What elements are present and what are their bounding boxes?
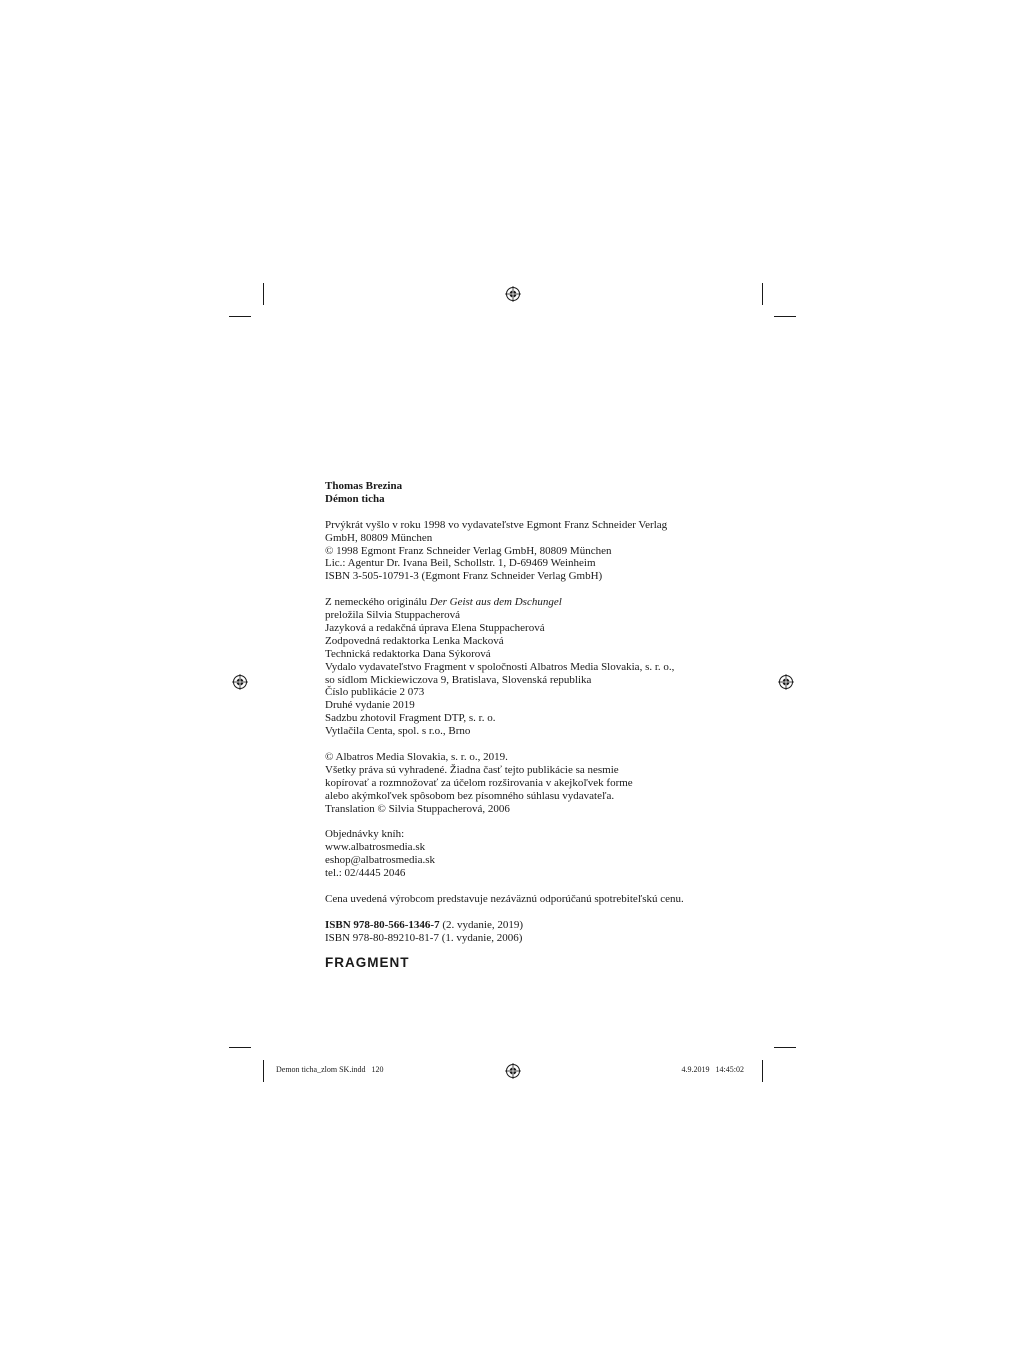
credit-line: Číslo publikácie 2 073 [325, 686, 425, 699]
price-note-block [325, 893, 785, 906]
credit-line: Druhé vydanie 2019 [325, 699, 415, 712]
credit-line: preložila Silvia Stuppacherová [325, 609, 461, 622]
crop-mark-bottom-left-horizontal [229, 1047, 251, 1048]
original-edition-line: ISBN 3-505-10791-3 (Egmont Franz Schneider Verlag GmbH) [325, 570, 603, 583]
price-note: Cena uvedená výrobcom predstavuje nezáväznú odporúčanú spotrebiteľskú cenu. [325, 892, 684, 905]
crop-mark-bottom-left-vertical [263, 1060, 264, 1082]
original-title: Der Geist aus dem Dschungel [429, 596, 562, 609]
orders-heading: Objednávky kníh: [325, 828, 405, 841]
copyright-line: Všetky práva sú vyhradené. Žiadna časť tejto publikácie sa nesmie [325, 763, 619, 776]
original-edition-line: Prvýkrát vyšlo v roku 1998 vo vydavateľstve Egmont Franz Schneider Verlag [325, 518, 668, 531]
original-edition-line: GmbH, 80809 München [325, 531, 433, 544]
crop-mark-top-left-vertical [263, 283, 264, 305]
original-edition-line: © 1998 Egmont Franz Schneider Verlag GmbH, 80809 München [325, 544, 612, 557]
publisher-logo: FRAGMENT [325, 955, 410, 971]
copyright-line: kopírovať a rozmnožovať za účelom rozširovania v akejkoľvek forme [325, 776, 633, 789]
credit-line: Technická redaktorka Dana Sýkorová [325, 647, 491, 660]
copyright-line: alebo akýmkoľvek spôsobom bez písomného súhlasu vydavateľa. [325, 789, 615, 802]
slug-timestamp: 4.9.2019 14:45:02 [681, 1065, 744, 1074]
imprint-page [325, 480, 785, 970]
slug-file-info: Demon ticha_zlom SK.indd 120 [276, 1065, 384, 1074]
book-title: Démon ticha [325, 492, 385, 505]
copyright-line: Translation © Silvia Stuppacherová, 2006 [325, 802, 510, 815]
credit-line: Vydalo vydavateľstvo Fragment v spoločnosti Albatros Media Slovakia, s. r. o., [325, 660, 675, 673]
credit-line: so sídlom Mickiewiczova 9, Bratislava, Slovenská republika [325, 673, 592, 686]
crop-mark-top-right-horizontal [774, 316, 796, 317]
orders-website: www.albatrosmedia.sk [325, 841, 426, 854]
registration-mark-top-icon [505, 286, 521, 302]
crop-mark-bottom-right-horizontal [774, 1047, 796, 1048]
original-edition-block [325, 519, 785, 584]
copyright-block [325, 751, 785, 816]
copyright-line: © Albatros Media Slovakia, s. r. o., 2019. [325, 750, 508, 763]
original-title-line [325, 596, 785, 609]
credit-line: Sadzbu zhotovil Fragment DTP, s. r. o. [325, 712, 496, 725]
book-header [325, 480, 785, 506]
isbn-current-note: (2. vydanie, 2019) [439, 918, 523, 931]
orders-email: eshop@albatrosmedia.sk [325, 854, 436, 867]
isbn-previous: ISBN 978-80-89210-81-7 (1. vydanie, 2006) [325, 931, 523, 944]
original-edition-line: Lic.: Agentur Dr. Ivana Beil, Schollstr. 1, D-69469 Weinheim [325, 557, 596, 570]
crop-mark-bottom-right-vertical [762, 1060, 763, 1082]
registration-mark-bottom-icon [505, 1063, 521, 1079]
crop-mark-top-right-vertical [762, 283, 763, 305]
author-name: Thomas Brezina [325, 480, 403, 492]
translation-credits-block [325, 596, 785, 738]
crop-mark-top-left-horizontal [229, 316, 251, 317]
registration-mark-left-icon [232, 674, 248, 690]
original-title-prefix: Z nemeckého originálu [325, 596, 430, 609]
credit-line: Jazyková a redakčná úprava Elena Stuppacherová [325, 621, 545, 634]
isbn-current: ISBN 978-80-566-1346-7 [325, 918, 440, 931]
isbn-current-line [325, 919, 785, 932]
credit-line: Zodpovedná redaktorka Lenka Macková [325, 634, 504, 647]
orders-phone: tel.: 02/4445 2046 [325, 867, 406, 880]
isbn-block [325, 919, 785, 945]
credit-line: Vytlačila Centa, spol. s r.o., Brno [325, 725, 471, 738]
orders-block [325, 828, 785, 880]
